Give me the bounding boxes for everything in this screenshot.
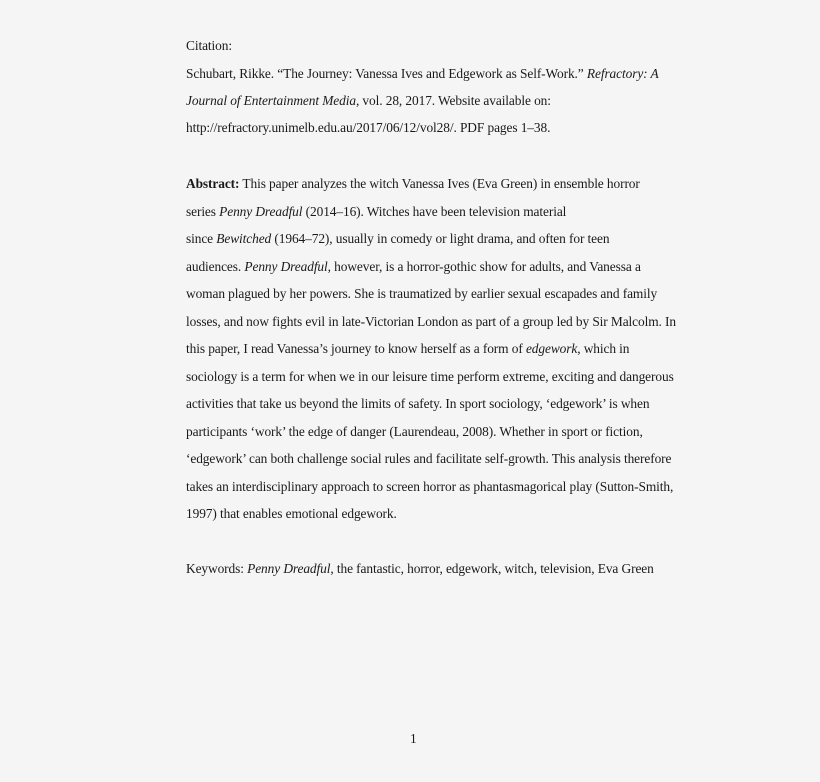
text-segment: (1964–72), usually in comedy or light drama, and often for teen xyxy=(271,231,610,246)
text-segment: activities that take us beyond the limits of safety. In sport sociology, ‘edgework’ is when xyxy=(186,396,650,411)
text-segment: Penny Dreadful xyxy=(219,204,303,219)
text-segment: , however, is a horror-gothic show for adults, and Vanessa a xyxy=(327,259,641,274)
abstract-line xyxy=(186,396,649,412)
text-segment: , the fantastic, horror, edgework, witch, television, Eva Green xyxy=(330,561,654,576)
text-segment: Penny Dreadful xyxy=(247,561,331,576)
abstract-line xyxy=(186,259,641,275)
text-segment: (2014–16). Witches have been television material xyxy=(302,204,567,219)
page-number: 1 xyxy=(410,731,417,746)
text-segment: Refractory: A xyxy=(586,66,659,81)
text-segment: http://refractory.unimelb.edu.au/2017/06/12/vol28/. PDF pages 1–38. xyxy=(186,120,551,135)
abstract-line xyxy=(186,314,676,330)
abstract-line xyxy=(186,424,643,440)
text-segment: ‘edgework’ can both challenge social rules and facilitate self-growth. This analysis therefore xyxy=(186,451,672,466)
abstract-line xyxy=(186,506,397,522)
abstract-line xyxy=(186,479,673,495)
citation-line-1 xyxy=(186,66,659,82)
text-segment: series xyxy=(186,204,220,219)
abstract-line xyxy=(186,369,674,385)
text-segment: audiences. xyxy=(186,259,245,274)
text-segment: this paper, I read Vanessa’s journey to know herself as a form of xyxy=(186,341,526,356)
text-segment: participants ‘work’ the edge of danger (Laurendeau, 2008). Whether in sport or fiction, xyxy=(186,424,643,439)
text-segment: since xyxy=(186,231,217,246)
text-segment: losses, and now fights evil in late-Victorian London as part of a group led by Sir Malcolm. In xyxy=(186,314,676,329)
text-segment: woman plagued by her powers. She is traumatized by earlier sexual escapades and family xyxy=(186,286,658,301)
text-segment: , which in xyxy=(577,341,630,356)
text-segment: Abstract: xyxy=(186,176,240,191)
citation-line-2 xyxy=(186,93,551,109)
text-segment: Journal of Entertainment Media xyxy=(186,93,356,108)
abstract-line xyxy=(186,204,566,220)
text-segment: This paper analyzes the witch Vanessa Ives (Eva Green) in ensemble horror xyxy=(239,176,640,191)
keywords-line xyxy=(186,561,654,577)
text-segment: sociology is a term for when we in our leisure time perform extreme, exciting and dangerous xyxy=(186,369,674,384)
abstract-line xyxy=(186,341,629,357)
abstract-line xyxy=(186,176,640,192)
abstract-line xyxy=(186,231,609,247)
text-segment: Penny Dreadful xyxy=(244,259,328,274)
text-segment: takes an interdisciplinary approach to screen horror as phantasmagorical play (Sutton-Smith, xyxy=(186,479,674,494)
text-segment: Bewitched xyxy=(216,231,272,246)
citation-line-3 xyxy=(186,120,550,136)
text-segment: 1997) that enables emotional edgework. xyxy=(186,506,397,521)
text-segment: edgework xyxy=(525,341,578,356)
text-segment: Keywords: xyxy=(186,561,248,576)
abstract-line xyxy=(186,451,671,467)
citation-heading: Citation: xyxy=(186,38,232,53)
text-segment: Schubart, Rikke. “The Journey: Vanessa Ives and Edgework as Self-Work.” xyxy=(186,66,587,81)
text-segment: , vol. 28, 2017. Website available on: xyxy=(355,93,551,108)
abstract-line xyxy=(186,286,657,302)
